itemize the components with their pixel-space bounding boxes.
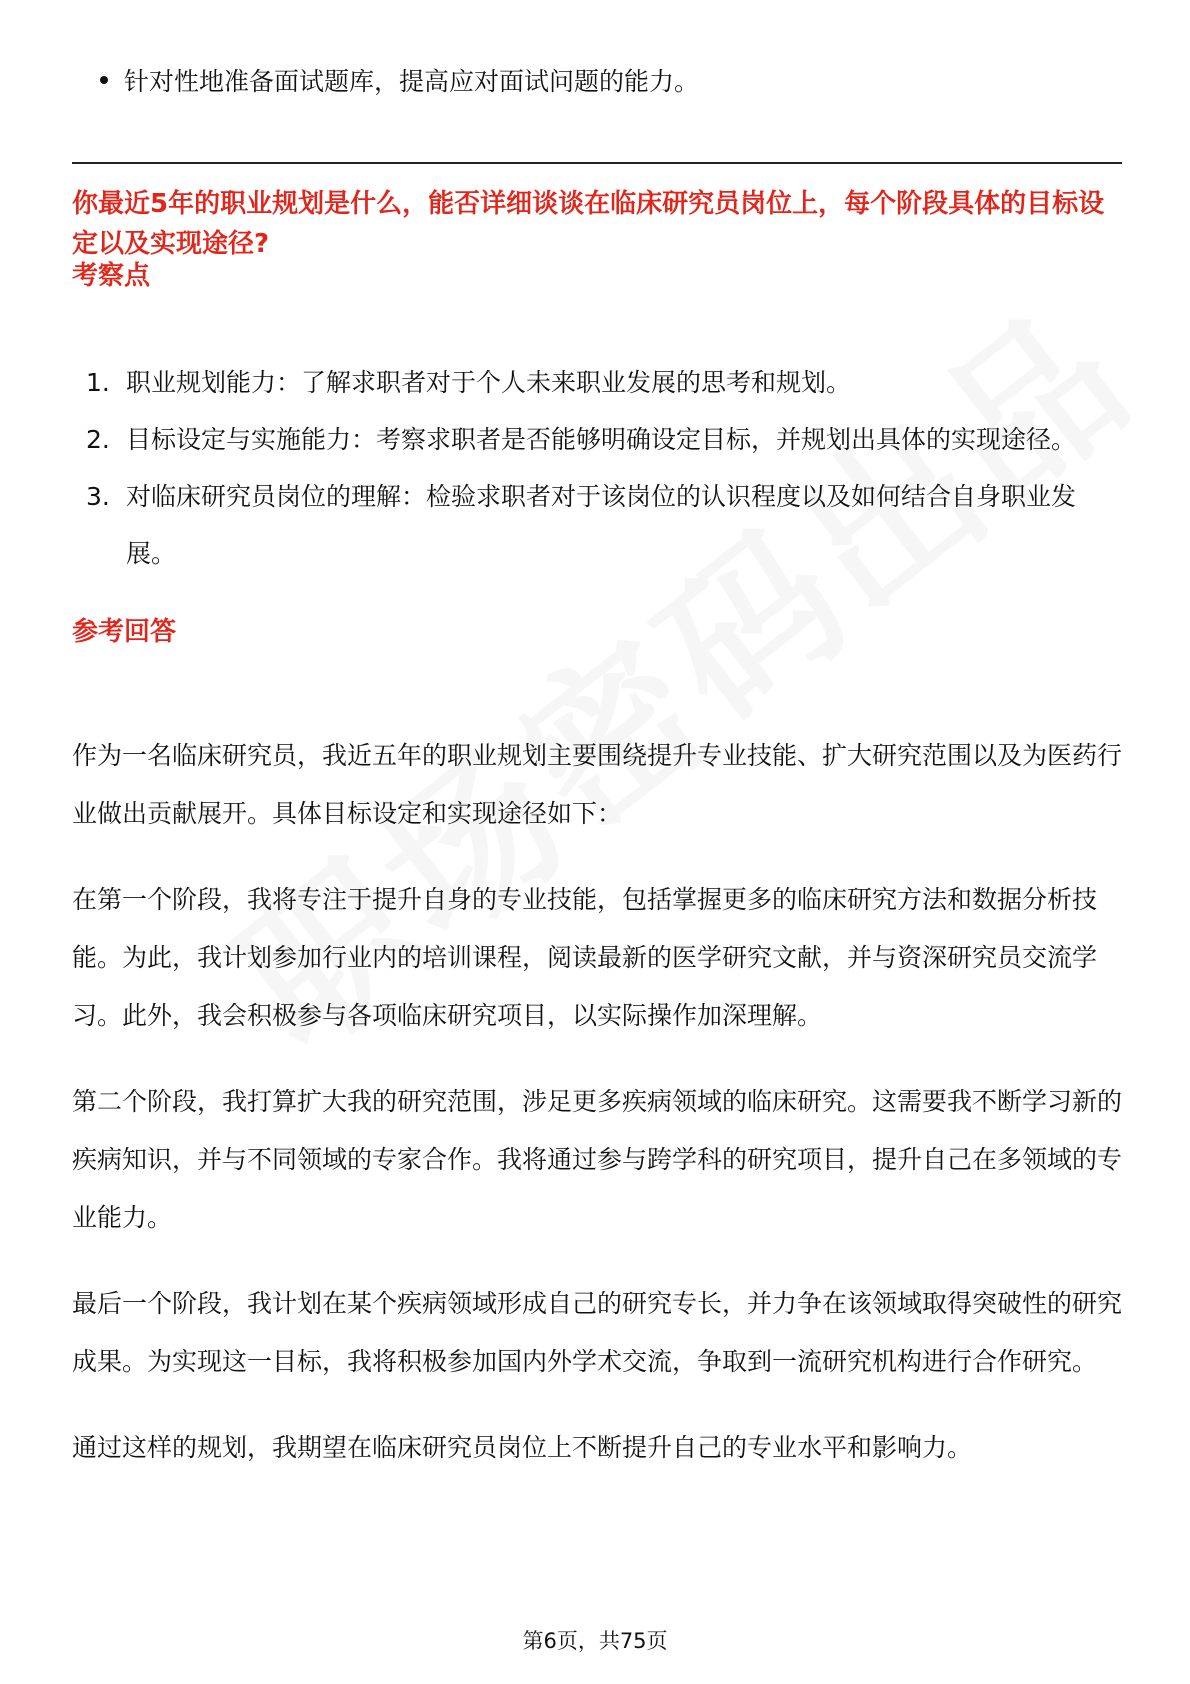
list-number: 3.: [86, 482, 110, 511]
question-heading: 你最近5年的职业规划是什么，能否详细谈谈在临床研究员岗位上，每个阶段具体的目标设定以及实现途径?: [72, 189, 1105, 259]
bullet-dot-icon: [100, 76, 108, 84]
list-item: [72, 468, 1122, 582]
answer-paragraph: 通过这样的规划，我期望在临床研究员岗位上不断提升自己的专业水平和影响力。: [72, 1433, 973, 1462]
page-footer: 第6页，共75页: [522, 1629, 668, 1653]
list-text: 目标设定与实施能力：考察求职者是否能够明确设定目标，并规划出具体的实现途径。: [126, 425, 1077, 454]
answer-paragraph: 作为一名临床研究员，我近五年的职业规划主要围绕提升专业技能、扩大研究范围以及为医药行业做出贡献展开。具体目标设定和实现途径如下：: [72, 741, 1123, 828]
answer-label: 参考回答: [72, 617, 177, 647]
list-text: 职业规划能力：了解求职者对于个人未来职业发展的思考和规划。: [126, 368, 852, 397]
list-text: 对临床研究员岗位的理解：检验求职者对于该岗位的认识程度以及如何结合自身职业发展。: [126, 482, 1077, 568]
answer-body: [72, 727, 1124, 1505]
bullet-text: 针对性地准备面试题库，提高应对面试问题的能力。: [124, 67, 700, 96]
list-item: [72, 411, 1122, 468]
list-number: 1.: [86, 368, 110, 397]
section-divider: [72, 162, 1122, 164]
points-label: 考察点: [72, 261, 151, 291]
list-number: 2.: [86, 425, 110, 454]
points-list: [72, 354, 1122, 582]
answer-paragraph: 第二个阶段，我打算扩大我的研究范围，涉足更多疾病领域的临床研究。这需要我不断学习新的疾病知识，并与不同领域的专家合作。我将通过参与跨学科的研究项目，提升自己在多领域的专业能力。: [72, 1087, 1123, 1232]
answer-paragraph: 最后一个阶段，我计划在某个疾病领域形成自己的研究专长，并力争在该领域取得突破性的研究成果。为实现这一目标，我将积极参加国内外学术交流，争取到一流研究机构进行合作研究。: [72, 1289, 1123, 1376]
bullet-item: [100, 62, 699, 102]
answer-paragraph: 在第一个阶段，我将专注于提升自身的专业技能，包括掌握更多的临床研究方法和数据分析技能。为此，我计划参加行业内的培训课程，阅读最新的医学研究文献，并与资深研究员交流学习。此外，我会积极参与各项临床研究项目，以实际操作加深理解。: [72, 885, 1098, 1030]
list-item: [72, 354, 1122, 411]
